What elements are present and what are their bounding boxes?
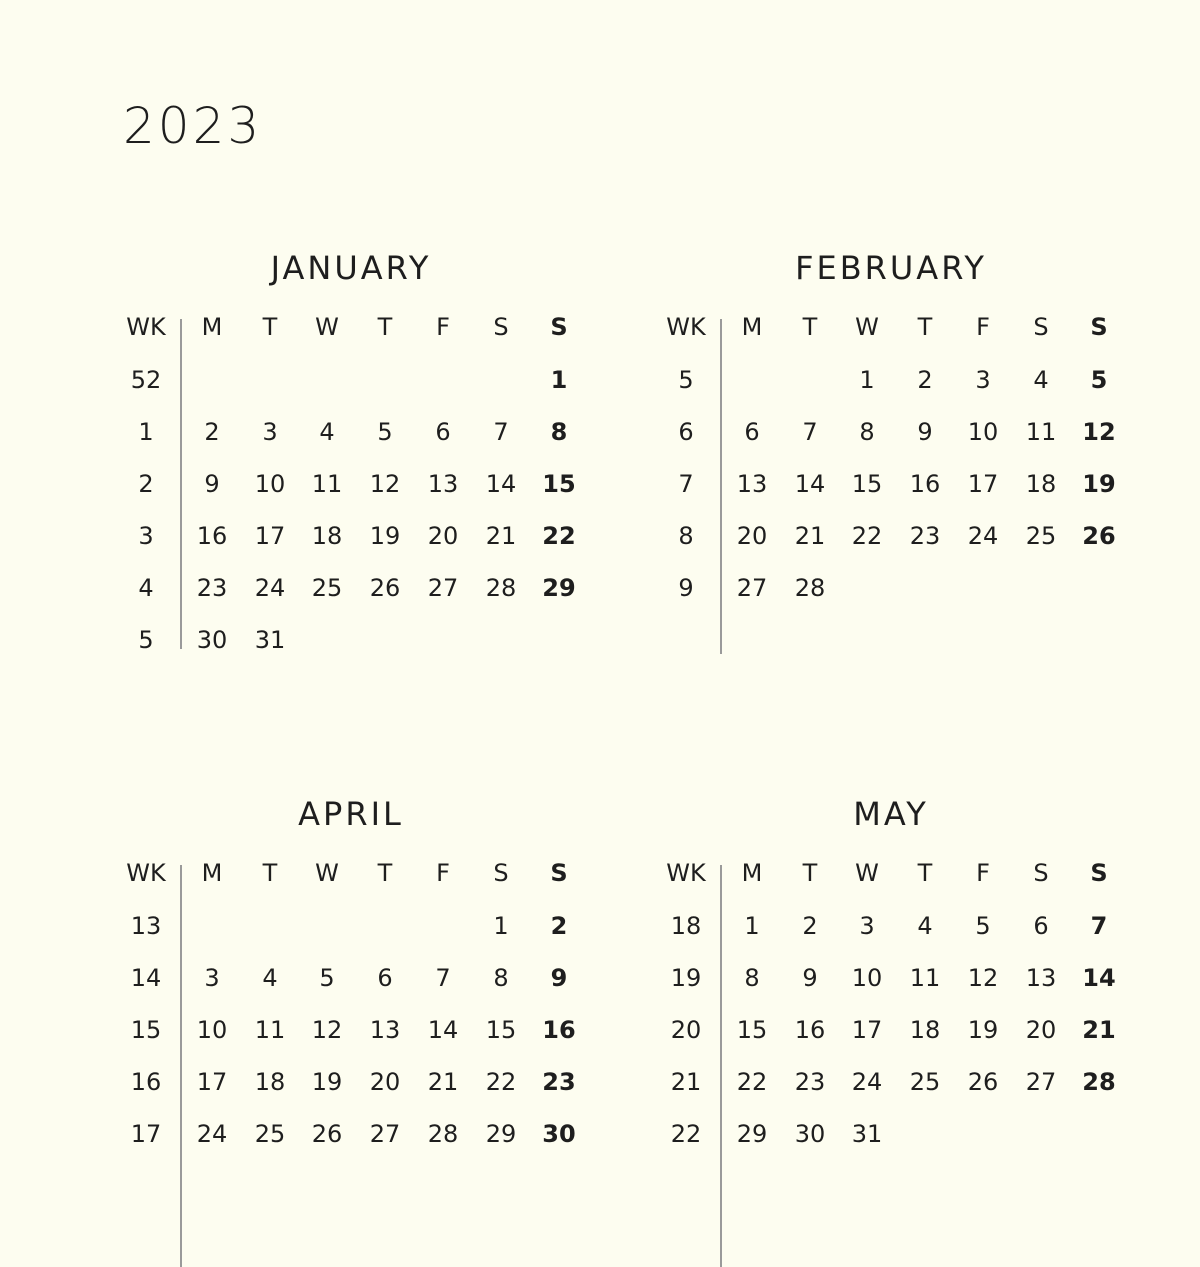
day-date: 12: [369, 470, 401, 498]
day-date: 10: [254, 470, 286, 498]
week-number: 13: [130, 912, 162, 940]
sunday-date: 28: [1082, 1068, 1116, 1096]
week-column-header: WK: [666, 313, 706, 341]
day-date: 21: [794, 522, 826, 550]
weekday-header: W: [315, 859, 339, 887]
day-date: 9: [802, 964, 818, 992]
day-date: 19: [369, 522, 401, 550]
day-date: 5: [319, 964, 335, 992]
day-date: 25: [254, 1120, 286, 1148]
sunday-date: 16: [542, 1016, 576, 1044]
weekday-header: T: [262, 859, 278, 887]
sunday-date: 21: [1082, 1016, 1116, 1044]
month-name: MAY: [853, 795, 929, 833]
weekday-header: T: [377, 859, 393, 887]
day-date: 5: [975, 912, 991, 940]
day-date: 11: [254, 1016, 286, 1044]
day-date: 14: [794, 470, 826, 498]
sunday-date: 1: [550, 366, 568, 394]
sunday-date: 30: [542, 1120, 576, 1148]
day-date: 3: [859, 912, 875, 940]
weekday-header: S: [550, 313, 568, 341]
day-date: 28: [485, 574, 517, 602]
weekday-header: S: [1033, 313, 1049, 341]
weekday-header: M: [741, 859, 763, 887]
day-date: 12: [967, 964, 999, 992]
day-date: 2: [917, 366, 933, 394]
day-date: 16: [196, 522, 228, 550]
day-date: 10: [967, 418, 999, 446]
sunday-date: 5: [1090, 366, 1108, 394]
week-number: 2: [138, 470, 154, 498]
day-date: 20: [736, 522, 768, 550]
day-date: 17: [254, 522, 286, 550]
sunday-date: 15: [542, 470, 576, 498]
sunday-date: 26: [1082, 522, 1116, 550]
sunday-date: 2: [550, 912, 568, 940]
week-number: 19: [670, 964, 702, 992]
weekday-header: T: [262, 313, 278, 341]
day-date: 27: [1025, 1068, 1057, 1096]
day-date: 20: [427, 522, 459, 550]
weekday-header: F: [976, 859, 990, 887]
day-date: 15: [485, 1016, 517, 1044]
day-date: 25: [311, 574, 343, 602]
week-number: 7: [678, 470, 694, 498]
day-date: 28: [794, 574, 826, 602]
day-date: 13: [1025, 964, 1057, 992]
day-date: 11: [909, 964, 941, 992]
weekday-header: T: [802, 313, 818, 341]
weekday-header: T: [917, 313, 933, 341]
day-date: 2: [802, 912, 818, 940]
day-date: 18: [909, 1016, 941, 1044]
day-date: 16: [909, 470, 941, 498]
weekday-header: T: [377, 313, 393, 341]
day-date: 21: [427, 1068, 459, 1096]
sunday-date: 8: [550, 418, 568, 446]
day-date: 24: [254, 574, 286, 602]
day-date: 7: [435, 964, 451, 992]
weekday-header: S: [493, 313, 509, 341]
week-number: 21: [670, 1068, 702, 1096]
day-date: 8: [493, 964, 509, 992]
day-date: 23: [196, 574, 228, 602]
day-date: 8: [744, 964, 760, 992]
day-date: 15: [736, 1016, 768, 1044]
day-date: 19: [967, 1016, 999, 1044]
day-date: 13: [427, 470, 459, 498]
day-date: 20: [369, 1068, 401, 1096]
day-date: 3: [262, 418, 278, 446]
day-date: 22: [485, 1068, 517, 1096]
sunday-date: 9: [550, 964, 568, 992]
day-date: 5: [377, 418, 393, 446]
day-date: 25: [1025, 522, 1057, 550]
day-date: 24: [851, 1068, 883, 1096]
day-date: 11: [311, 470, 343, 498]
weekday-header: S: [1090, 313, 1108, 341]
month-january: [117, 249, 597, 672]
day-date: 3: [975, 366, 991, 394]
day-date: 29: [485, 1120, 517, 1148]
week-number: 22: [670, 1120, 702, 1148]
day-date: 16: [794, 1016, 826, 1044]
week-number: 15: [130, 1016, 162, 1044]
week-number: 4: [138, 574, 154, 602]
week-number: 14: [130, 964, 162, 992]
week-number: 9: [678, 574, 694, 602]
day-date: 13: [369, 1016, 401, 1044]
weekday-header: M: [201, 313, 223, 341]
day-date: 17: [851, 1016, 883, 1044]
week-number: 8: [678, 522, 694, 550]
weekday-header: F: [436, 313, 450, 341]
weekday-header: T: [917, 859, 933, 887]
day-date: 26: [967, 1068, 999, 1096]
sunday-date: 12: [1082, 418, 1116, 446]
month-april: [117, 795, 597, 1218]
day-date: 14: [427, 1016, 459, 1044]
month-name: JANUARY: [270, 249, 432, 287]
day-date: 10: [851, 964, 883, 992]
weekday-header: S: [1090, 859, 1108, 887]
week-column-header: WK: [666, 859, 706, 887]
sunday-date: 19: [1082, 470, 1116, 498]
day-date: 31: [254, 626, 286, 654]
day-date: 27: [736, 574, 768, 602]
day-date: 6: [377, 964, 393, 992]
weekday-header: S: [493, 859, 509, 887]
day-date: 4: [1033, 366, 1049, 394]
day-date: 1: [493, 912, 509, 940]
sunday-date: 29: [542, 574, 576, 602]
day-date: 7: [493, 418, 509, 446]
day-date: 14: [485, 470, 517, 498]
week-number: 20: [670, 1016, 702, 1044]
sunday-date: 22: [542, 522, 576, 550]
day-date: 7: [802, 418, 818, 446]
day-date: 23: [794, 1068, 826, 1096]
day-date: 30: [794, 1120, 826, 1148]
sunday-date: 14: [1082, 964, 1116, 992]
day-date: 15: [851, 470, 883, 498]
weekday-header: W: [855, 859, 879, 887]
day-date: 4: [917, 912, 933, 940]
day-date: 6: [1033, 912, 1049, 940]
day-date: 9: [204, 470, 220, 498]
day-date: 18: [254, 1068, 286, 1096]
weekday-header: T: [802, 859, 818, 887]
day-date: 24: [967, 522, 999, 550]
day-date: 10: [196, 1016, 228, 1044]
day-date: 27: [369, 1120, 401, 1148]
week-column-header: WK: [126, 859, 166, 887]
day-date: 18: [1025, 470, 1057, 498]
day-date: 31: [851, 1120, 883, 1148]
weekday-header: F: [976, 313, 990, 341]
day-date: 4: [262, 964, 278, 992]
day-date: 30: [196, 626, 228, 654]
year-title: 2023: [123, 97, 263, 155]
day-date: 20: [1025, 1016, 1057, 1044]
week-number: 18: [670, 912, 702, 940]
day-date: 4: [319, 418, 335, 446]
day-date: 23: [909, 522, 941, 550]
weekday-header: W: [855, 313, 879, 341]
day-date: 29: [736, 1120, 768, 1148]
day-date: 8: [859, 418, 875, 446]
month-name: FEBRUARY: [795, 249, 987, 287]
week-number: 6: [678, 418, 694, 446]
week-number: 5: [678, 366, 694, 394]
day-date: 18: [311, 522, 343, 550]
month-name: APRIL: [298, 795, 404, 833]
day-date: 22: [851, 522, 883, 550]
week-number: 52: [130, 366, 162, 394]
month-february: [657, 249, 1137, 672]
day-date: 22: [736, 1068, 768, 1096]
day-date: 6: [435, 418, 451, 446]
weekday-header: W: [315, 313, 339, 341]
day-date: 1: [744, 912, 760, 940]
day-date: 25: [909, 1068, 941, 1096]
day-date: 27: [427, 574, 459, 602]
day-date: 17: [196, 1068, 228, 1096]
sunday-date: 7: [1090, 912, 1108, 940]
weekday-header: M: [201, 859, 223, 887]
day-date: 19: [311, 1068, 343, 1096]
day-date: 26: [311, 1120, 343, 1148]
week-number: 3: [138, 522, 154, 550]
day-date: 13: [736, 470, 768, 498]
day-date: 28: [427, 1120, 459, 1148]
month-may: [657, 795, 1137, 1218]
day-date: 6: [744, 418, 760, 446]
sunday-date: 23: [542, 1068, 576, 1096]
day-date: 21: [485, 522, 517, 550]
day-date: 26: [369, 574, 401, 602]
day-date: 3: [204, 964, 220, 992]
week-number: 1: [138, 418, 154, 446]
week-divider: [180, 865, 182, 1267]
week-column-header: WK: [126, 313, 166, 341]
weekday-header: F: [436, 859, 450, 887]
day-date: 1: [859, 366, 875, 394]
day-date: 11: [1025, 418, 1057, 446]
week-number: 5: [138, 626, 154, 654]
day-date: 24: [196, 1120, 228, 1148]
day-date: 17: [967, 470, 999, 498]
day-date: 2: [204, 418, 220, 446]
weekday-header: M: [741, 313, 763, 341]
week-number: 17: [130, 1120, 162, 1148]
day-date: 12: [311, 1016, 343, 1044]
week-number: 16: [130, 1068, 162, 1096]
weekday-header: S: [1033, 859, 1049, 887]
day-date: 9: [917, 418, 933, 446]
weekday-header: S: [550, 859, 568, 887]
